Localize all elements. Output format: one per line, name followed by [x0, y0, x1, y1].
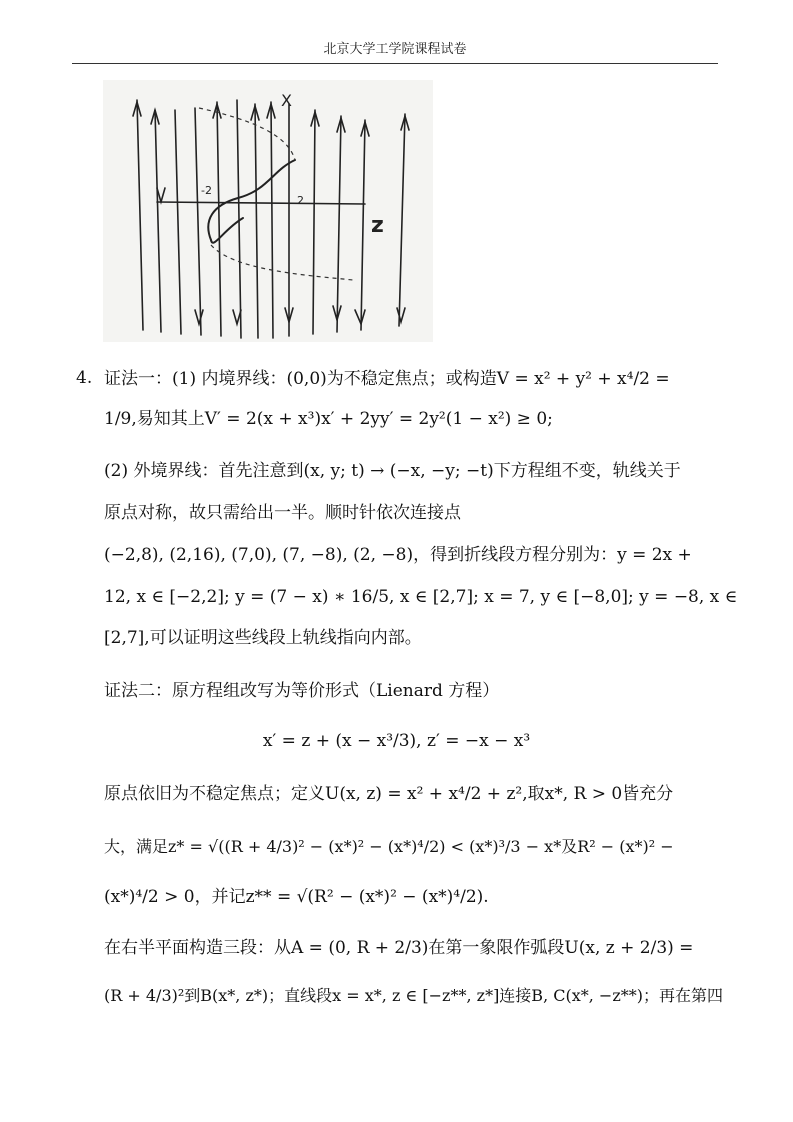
text-line: 原点依旧为不稳定焦点；定义U(x, z) = x² + x⁴/2 + z²,取x*, R > 0皆充分 — [104, 784, 674, 804]
trajectory-line — [361, 120, 365, 330]
tick-neg-label: -2 — [201, 184, 212, 197]
text-line: (−2,8), (2,16), (7,0), (7, −8), (2, −8)，得到折线段方程分别为：y = 2x + — [104, 545, 692, 565]
text-line: 证法二：原方程组改写为等价形式（Lienard 方程） — [104, 681, 500, 701]
trajectory-line — [137, 100, 143, 330]
axis-z-label: z — [371, 213, 384, 238]
z-axis-line — [157, 202, 365, 204]
text-line: (R + 4/3)²到B(x*, z*)；直线段x = x*, z ∈ [−z**, z*]连接B, C(x*, −z**)；再在第四 — [104, 986, 723, 1005]
dashed-nullcline — [211, 245, 353, 280]
arrow-down-icon — [195, 310, 203, 324]
text-line: 证法一：(1) 内境界线：(0,0)为不稳定焦点；或构造V = x² + y² + x⁴/2 = — [104, 369, 670, 389]
trajectory-line — [175, 110, 181, 334]
page-header: 北京大学工学院课程试卷 — [72, 38, 718, 64]
trajectory-line — [337, 116, 341, 332]
text-line: [2,7],可以证明这些线段上轨线指向内部。 — [104, 628, 422, 648]
arrow-down-icon — [233, 310, 241, 324]
equation-line: x′ = z + (x − x³/3), z′ = −x − x³ — [262, 731, 531, 751]
phase-portrait-svg — [103, 80, 433, 342]
text-line: 大，满足z* = √((R + 4/3)² − (x*)² − (x*)⁴/2) < (x*)³/3 − x*及R² − (x*)² − — [104, 837, 674, 856]
trajectory-line — [271, 102, 273, 338]
tick-pos-label: 2 — [297, 194, 304, 207]
axis-x-label: X — [281, 91, 292, 110]
trajectory-line — [399, 114, 405, 326]
text-line: 原点对称，故只需给出一半。顺时针依次连接点 — [104, 503, 461, 523]
text-line: (2) 外境界线：首先注意到(x, y; t) → (−x, −y; −t)下方程组不变，轨线关于 — [104, 461, 681, 481]
trajectory-line — [217, 102, 221, 336]
trajectory-line — [195, 108, 201, 335]
problem-number: 4. — [76, 368, 93, 388]
nullcline-curve — [211, 218, 243, 243]
text-line: 在右半平面构造三段：从A = (0, R + 2/3)在第一象限作弧段U(x, z + 2/3) = — [104, 938, 694, 958]
text-line: 12, x ∈ [−2,2]; y = (7 − x) ∗ 16/5, x ∈ [2,7]; x = 7, y ∈ [−8,0]; y = −8, x ∈ — [104, 587, 738, 607]
nullcline-curve — [208, 160, 295, 240]
phase-portrait-sketch — [103, 80, 433, 342]
arrow-down-icon — [397, 308, 405, 322]
trajectory-line — [313, 110, 315, 334]
trajectory-line — [155, 110, 161, 332]
text-line: 1/9,易知其上V′ = 2(x + x³)x′ + 2yy′ = 2y²(1 − x²) ≥ 0; — [104, 409, 553, 429]
arrow-down-icon — [355, 310, 365, 324]
trajectory-line — [255, 104, 258, 338]
text-line: (x*)⁴/2 > 0，并记z** = √(R² − (x*)² − (x*)⁴/2). — [104, 887, 489, 907]
